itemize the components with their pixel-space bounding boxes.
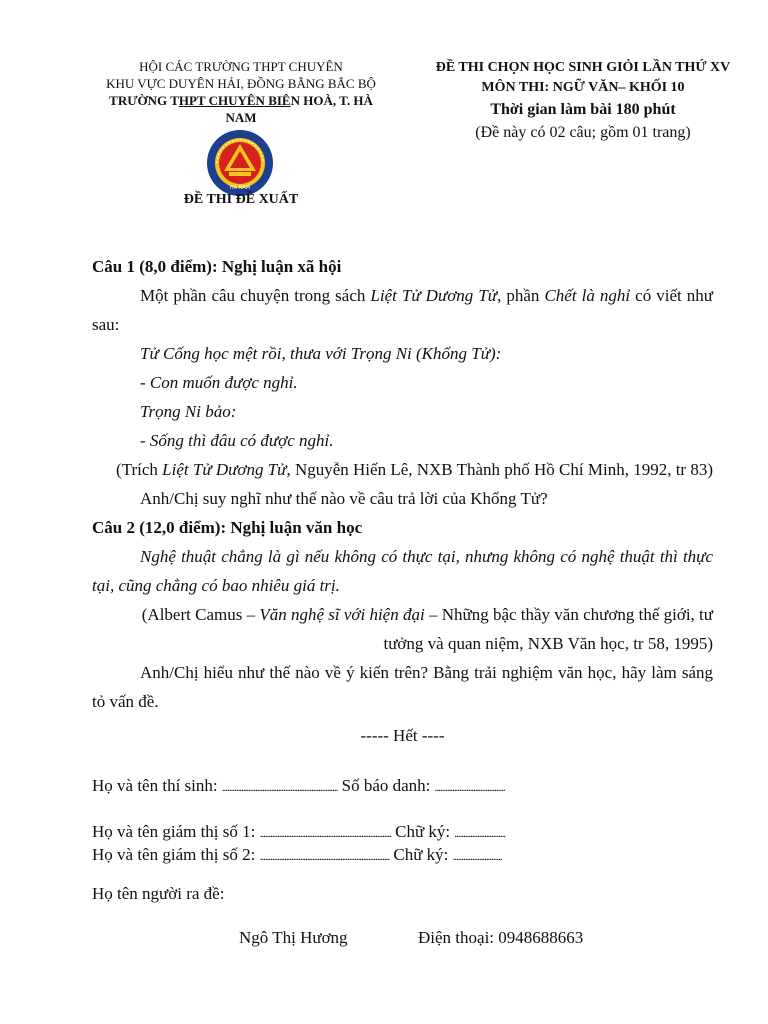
cau1-quote4: - Sống thì đâu có được nghỉ. [140,431,334,450]
cau2-quote: Nghệ thuật chẳng là gì nếu không có thực tại, nhưng không có nghệ thuật thì thực tại, cũng chẳng có bao nhiêu giá trị. [92,547,713,595]
header-left-line3b: HPT CHUYÊN BIÊ [178,93,291,108]
cau2-source-a: (Albert Camus – [141,605,260,624]
exam-subject: MÔN THI: NGỮ VĂN– KHỐI 10 [481,80,685,95]
header-left-line3 [92,92,390,109]
cau1-quote2: - Con muốn được nghỉ. [140,373,298,392]
het-marker: ----- Hết ---- [360,726,445,745]
cau1-quote3: Trọng Ni bảo: [140,402,237,421]
cau1-intro-book: Liệt Tử Dương Tử [370,286,498,305]
so-bao-danh-dots: ........................................ [434,782,505,794]
dien-thoai: Điện thoại: 0948688663 [418,928,584,947]
logo-text: HÀ NAM [229,185,251,191]
cau1-intro-b: , phần [497,286,545,305]
header-left-line3c: N HOÀ, T. HÀ [290,93,373,108]
chu-ky1-dots: ............................. [454,828,506,840]
cau1-source-a: (Trích [116,460,163,479]
cau2-question: Anh/Chị hiểu như thế nào về ý kiến trên? Bằng trải nghiệm văn học, hãy làm sáng tỏ vấn đề. [92,663,713,711]
cau1-question: Anh/Chị suy nghĩ như thế nào về câu trả lời của Khổng Tử? [140,489,548,508]
so-bao-danh-label: Số báo danh: [337,776,435,795]
cau2-title: Câu 2 (12,0 điểm): Nghị luận văn học [92,518,363,537]
thi-sinh-label: Họ và tên thí sinh: [92,776,222,795]
exam-duration: Thời gian làm bài 180 phút [490,101,676,118]
footer-thi-sinh [92,774,713,800]
cau1-quote1: Tử Cống học mệt rồi, thưa với Trọng Ni (Khổng Tử): [140,344,502,363]
header-left-line3a: TRƯỜNG T [109,93,179,108]
gt2-label: Họ và tên giám thị số 2: [92,845,260,864]
cau1-intro-a: Một phần câu chuyện trong sách [140,286,371,305]
cau1-intro [92,281,713,339]
school-emblem-icon [205,128,275,198]
chu-ky1-label: Chữ ký: [390,822,455,841]
cau1-intro-part: Chết là nghỉ [544,286,631,305]
cau1-source [92,455,713,484]
cau1-source-b: , Nguyễn Hiến Lê, NXB Thành phố Hồ Chí Minh, 1992, tr 83) [286,460,713,479]
cau2-source [92,600,713,658]
gt1-dots: ........................................................................... [259,828,391,840]
header-left-line1: HỘI CÁC TRƯỜNG THPT CHUYÊN [139,59,343,74]
cau2-source-book: Văn nghệ sĩ với hiện đại [259,605,425,624]
header-left-line4: NAM [225,110,257,125]
nguoi-ra-de-label: Họ tên người ra đề: [92,884,225,903]
exam-title: ĐỀ THI CHỌN HỌC SINH GIỎI LẦN THỨ XV [435,60,731,75]
cau1-title: Câu 1 (8,0 điểm): Nghị luận xã hội [92,257,342,276]
exam-note: (Đề này có 02 câu; gồm 01 trang) [475,124,691,141]
cau1-source-book: Liệt Tử Dương Tử [162,460,287,479]
cau1-intro-c: có viết như sau: [92,286,713,334]
header-left [92,58,390,126]
gt1-label: Họ và tên giám thị số 1: [92,822,260,841]
exam-content [92,252,713,716]
chu-ky2-dots: ............................ [452,851,502,863]
de-thi-de-xuat: ĐỀ THI ĐỀ XUẤT [183,192,299,207]
footer-giam-thi-2 [92,843,713,869]
gt2-dots: .......................................................................... [259,851,390,863]
cau2-source-b: – Những bậc thầy văn chương thế giới, tư tưởng và quan niệm, NXB Văn học, tr 58, 1995) [383,605,713,653]
thi-sinh-dots: .................................................................. [221,782,338,794]
header-left-line2: KHU VỰC DUYÊN HẢI, ĐỒNG BẰNG BẮC BỘ [106,76,376,91]
chu-ky2-label: Chữ ký: [389,845,453,864]
header-right [410,58,756,144]
nguoi-ra-de-name: Ngô Thị Hương [239,928,348,947]
